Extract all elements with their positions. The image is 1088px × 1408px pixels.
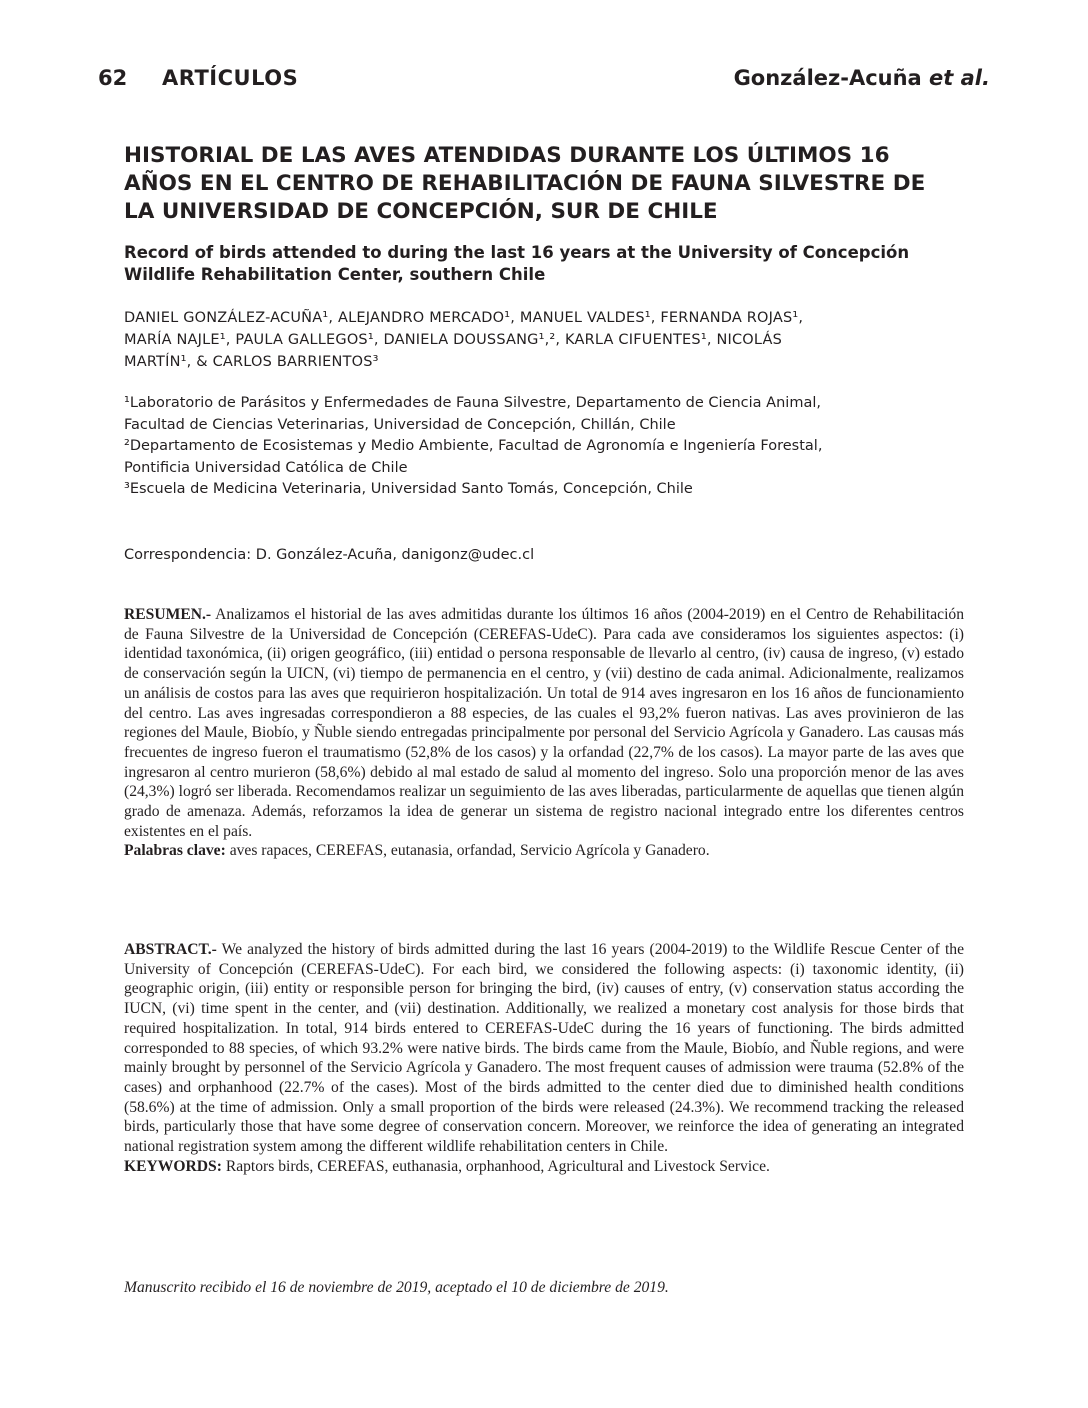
abstract-keywords-text: Raptors birds, CEREFAS, euthanasia, orphanhood, Agricultural and Livestock Service. — [225, 1157, 770, 1175]
title-line: HISTORIAL DE LAS AVES ATENDIDAS DURANTE LOS ÚLTIMOS 16 — [124, 143, 890, 168]
running-author-etal: et al. — [929, 66, 990, 90]
resumen-section — [124, 605, 964, 861]
article-title — [124, 142, 984, 226]
resumen-keywords-label: Palabras clave: — [124, 842, 226, 860]
affiliation-line: ³Escuela de Medicina Veterinaria, Universidad Santo Tomás, Concepción, Chile — [124, 481, 693, 497]
english-title — [124, 242, 984, 286]
author-line: MARTÍN¹, & CARLOS BARRIENTOS³ — [124, 354, 379, 370]
abstract-section — [124, 940, 964, 1176]
affiliation-line: Facultad de Ciencias Veterinarias, Universidad de Concepción, Chillán, Chile — [124, 416, 676, 433]
running-author-name: González-Acuña — [733, 66, 922, 90]
resumen-keywords-text: aves rapaces, CEREFAS, eutanasia, orfandad, Servicio Agrícola y Ganadero. — [229, 842, 710, 860]
running-author — [734, 66, 990, 90]
abstract-label: ABSTRACT.- — [124, 941, 217, 958]
section-label: ARTÍCULOS — [162, 66, 299, 90]
page-number: 62 — [98, 66, 128, 90]
affiliation-line: ²Departamento de Ecosistemas y Medio Ambiente, Facultad de Agronomía e Ingeniería Forestal, — [124, 438, 823, 454]
author-list — [124, 307, 984, 373]
correspondence: Correspondencia: D. González-Acuña, danigonz@udec.cl — [124, 547, 535, 563]
abstract-keywords-label: KEYWORDS: — [124, 1157, 222, 1175]
title-line: LA UNIVERSIDAD DE CONCEPCIÓN, SUR DE CHILE — [124, 199, 718, 224]
title-line: AÑOS EN EL CENTRO DE REHABILITACIÓN DE FAUNA SILVESTRE DE — [124, 171, 926, 196]
abstract-paragraph — [124, 940, 964, 1157]
author-line: DANIEL GONZÁLEZ-ACUÑA¹, ALEJANDRO MERCADO¹, MANUEL VALDES¹, FERNANDA ROJAS¹, — [124, 310, 804, 326]
affiliations — [124, 393, 984, 501]
abstract-keywords — [124, 1157, 964, 1177]
resumen-label: RESUMEN.- — [124, 606, 212, 623]
resumen-paragraph — [124, 605, 964, 841]
abstract-text: We analyzed the history of birds admitted during the last 16 years (2004-2019) to the Wildlife Rescue Center of the University of Concepción (CEREFAS-UdeC). For each bird, we considered the following aspects: (i) taxonomic identity, (ii) geographic origin, (iii) entity or responsible person for bringing the bird, (iv) causes of entry, (v) conservation status according the IUCN, (vi) time spent in the center, and (vii) destination. Additionally, we realized a monetary cost analysis for those birds that required hospitalization. In total, 914 birds entered to CEREFAS-UdeC during the 16 years of functioning. The birds admitted corresponded to 88 species, of which 93.2% were native birds. The birds came from the Maule, Biobío, and Ñuble regions, and were mainly brought by personnel of the Servicio Agrícola y Ganadero. The most frequent causes of admission were trauma (52.8% of the cases) and orphanhood (22.7% of the cases). Most of the birds admitted to the center died due to diminished health conditions (58.6%) at the time of admission. Only a small proportion of the birds were released (24.3%). We recommend tracking the released birds, particularly those that have some degree of conservation concern. Moreover, we reinforce the idea of generating an integrated national registration system among the different wildlife rehabilitation centers in Chile. — [124, 941, 964, 1156]
resumen-text: Analizamos el historial de las aves admitidas durante los últimos 16 años (2004-2019) en el Centro de Rehabilitación de Fauna Silvestre de la Universidad de Concepción (CEREFAS-UdeC). Para cada ave consideramos los siguientes aspectos: (i) identidad taxonómica, (ii) origen geográfico, (iii) entidad o persona responsable de llevarlo al centro, (iv) causa de ingreso, (v) estado de conservación según la UICN, (vi) tiempo de permanencia en el centro, y (vii) destino de cada animal. Adicionalmente, realizamos un análisis de costos para las aves que requirieron hospitalización. Un total de 914 aves ingresaron en los 16 años de funcionamiento del centro. Las aves ingresadas correspondieron a 88 especies, de las cuales el 93,2% fueron nativas. Las aves provinieron de las regiones del Maule, Biobío, y Ñuble siendo entregadas principalmente por personal del Servicio Agrícola y Ganadero. Las causas más frecuentes de ingreso fueron el traumatismo (52,8% de los casos) y la orfandad (22,7% de los casos). La mayor parte de las aves que ingresaron al centro murieron (58,6%) debido al mal estado de salud al momento del ingreso. Solo una proporción menor de las aves (24,3%) logró ser liberada. Recomendamos realizar un seguimiento de las aves liberadas, particularmente de aquellas que tienen algún grado de amenaza. Además, reforzamos la idea de generar un sistema de registro nacional integrado entre los diferentes centros existentes en el país. — [124, 606, 964, 840]
author-line: MARÍA NAJLE¹, PAULA GALLEGOS¹, DANIELA DOUSSANG¹,², KARLA CIFUENTES¹, NICOLÁS — [124, 332, 783, 348]
resumen-keywords — [124, 841, 964, 861]
affiliation-line: Pontificia Universidad Católica de Chile — [124, 459, 408, 476]
subtitle-line: Record of birds attended to during the last 16 years at the University of Concepción — [124, 243, 910, 262]
subtitle-line: Wildlife Rehabilitation Center, southern Chile — [124, 265, 546, 284]
received-note: Manuscrito recibido el 16 de noviembre de 2019, aceptado el 10 de diciembre de 2019. — [124, 1279, 669, 1296]
affiliation-line: ¹Laboratorio de Parásitos y Enfermedades de Fauna Silvestre, Departamento de Ciencia Animal, — [124, 395, 821, 411]
running-head — [98, 66, 990, 100]
